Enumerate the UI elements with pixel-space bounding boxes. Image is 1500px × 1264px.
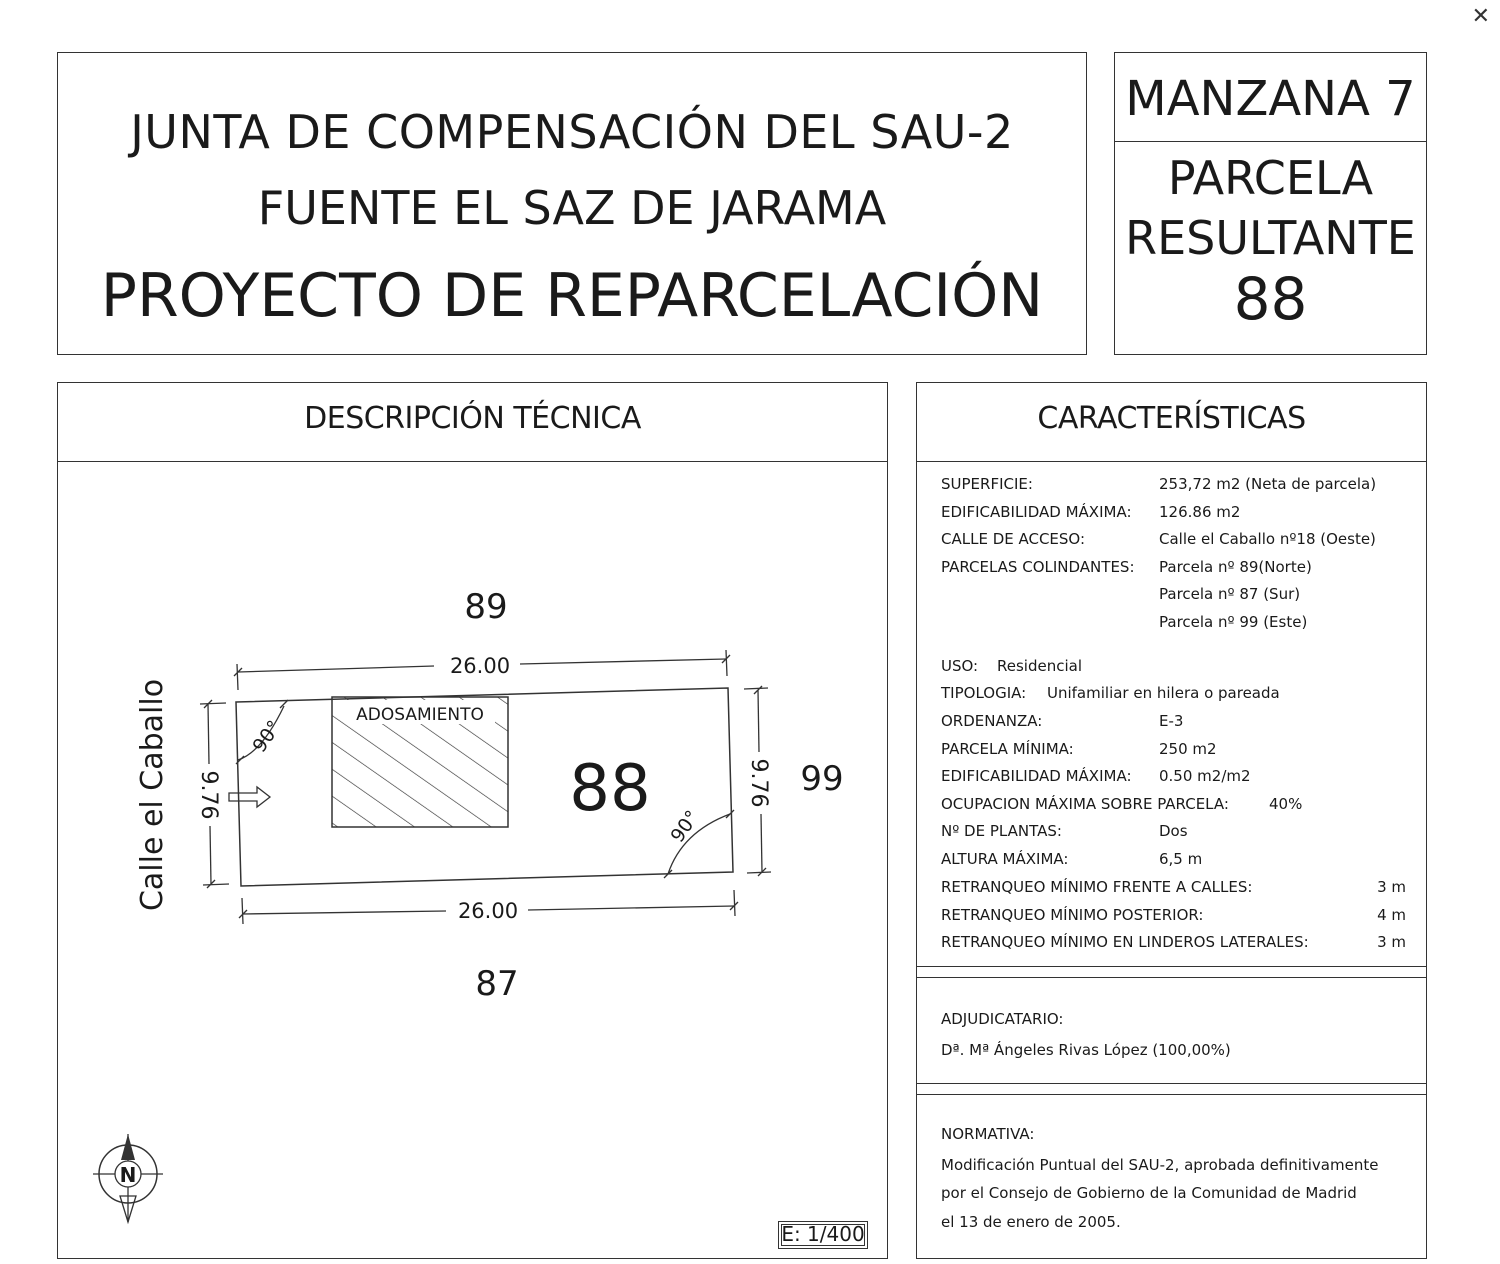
adjudicatario-label: ADJUDICATARIO:: [941, 1010, 1064, 1028]
caracteristicas-title: CARACTERÍSTICAS: [1037, 401, 1306, 436]
characteristic-label: ALTURA MÁXIMA:: [941, 850, 1069, 868]
adjudicatario-value: Dª. Mª Ángeles Rivas López (100,00%): [941, 1041, 1231, 1059]
resultante-label: RESULTANTE: [1125, 211, 1416, 265]
characteristic-value: 40%: [1269, 794, 1303, 813]
descripcion-title: DESCRIPCIÓN TÉCNICA: [304, 401, 641, 436]
characteristic-value: 6,5 m: [1159, 850, 1203, 868]
characteristic-value: 3 m: [1377, 933, 1406, 952]
uso-value: Residencial: [997, 657, 1082, 675]
close-icon[interactable]: ✕: [1471, 4, 1490, 29]
adjudicatario-divider: [917, 966, 1426, 978]
parcel-box: [1114, 52, 1427, 355]
characteristic-label: ORDENANZA:: [941, 712, 1043, 730]
normativa-line-1: Modificación Puntual del SAU-2, aprobada definitivamente: [941, 1156, 1379, 1174]
characteristic-label: SUPERFICIE:: [941, 475, 1033, 493]
adosamiento-label: ADOSAMIENTO: [356, 705, 484, 725]
characteristic-value: Parcela nº 87 (Sur): [1159, 585, 1301, 604]
uso-label: USO:: [941, 657, 979, 675]
characteristic-label: RETRANQUEO MÍNIMO POSTERIOR:: [941, 905, 1204, 924]
characteristic-value: 250 m2: [1159, 739, 1217, 758]
characteristic-label: CALLE DE ACCESO:: [941, 530, 1086, 549]
characteristic-value: E-3: [1159, 712, 1184, 730]
normativa-label: NORMATIVA:: [941, 1125, 1035, 1143]
manzana-label: MANZANA 7: [1125, 71, 1416, 127]
parcel-box-divider: [1115, 141, 1426, 142]
characteristic-value: 0.50 m2/m2: [1159, 767, 1251, 786]
normativa-line-2: por el Consejo de Gobierno de la Comunidad de Madrid: [941, 1184, 1357, 1202]
caracteristicas-panel: [916, 382, 1427, 1259]
bottom-dimension-label: 26.00: [457, 899, 519, 923]
characteristic-value: 3 m: [1377, 878, 1406, 896]
north-letter: N: [119, 1163, 137, 1187]
normativa-line-3: el 13 de enero de 2005.: [941, 1213, 1121, 1231]
characteristic-label: EDIFICABILIDAD MÁXIMA:: [941, 502, 1132, 521]
east-neighbor-label: 99: [800, 759, 844, 799]
parcela-label: PARCELA: [1167, 151, 1374, 205]
characteristic-label: OCUPACION MÁXIMA SOBRE PARCELA:: [941, 794, 1229, 813]
characteristic-value: 253,72 m2 (Neta de parcela): [1159, 475, 1377, 493]
normativa-divider: [917, 1083, 1426, 1095]
scale-label: E: 1/400: [778, 1221, 868, 1249]
characteristic-label: EDIFICABILIDAD MÁXIMA:: [941, 767, 1132, 786]
caracteristicas-divider: [917, 461, 1426, 462]
right-dimension-label: 9.76: [746, 758, 771, 808]
characteristic-value: Dos: [1159, 822, 1188, 841]
characteristic-value: 4 m: [1377, 905, 1406, 924]
characteristic-value: 126.86 m2: [1159, 502, 1241, 521]
header-line-2: FUENTE EL SAZ DE JARAMA: [257, 181, 887, 235]
plan-parcel-number: 88: [569, 752, 651, 826]
header-line-3: PROYECTO DE REPARCELACIÓN: [100, 261, 1044, 331]
characteristic-label: PARCELA MÍNIMA:: [941, 739, 1074, 758]
header-line-1: JUNTA DE COMPENSACIÓN DEL SAU-2: [130, 105, 1014, 159]
characteristic-label: RETRANQUEO MÍNIMO FRENTE A CALLES:: [941, 878, 1253, 896]
characteristic-label: Nº DE PLANTAS:: [941, 822, 1062, 841]
angle-label-top-left: 90°: [248, 716, 286, 757]
north-neighbor-label: 89: [464, 587, 508, 627]
characteristic-value: Calle el Caballo nº18 (Oeste): [1159, 530, 1376, 549]
south-neighbor-label: 87: [475, 964, 519, 1004]
characteristic-label: RETRANQUEO MÍNIMO EN LINDEROS LATERALES:: [941, 933, 1309, 952]
angle-tick-4: [726, 810, 734, 818]
access-arrow-icon: [229, 787, 270, 807]
characteristic-value: Parcela nº 89(Norte): [1159, 557, 1312, 576]
street-label: Calle el Caballo: [135, 678, 170, 912]
tipologia-value: Unifamiliar en hilera o pareada: [1047, 684, 1280, 702]
characteristic-label: PARCELAS COLINDANTES:: [941, 557, 1135, 576]
parcel-number: 88: [1233, 265, 1308, 333]
tipologia-label: TIPOLOGIA:: [941, 684, 1027, 702]
characteristic-value: Parcela nº 99 (Este): [1159, 613, 1308, 631]
left-dimension-label: 9.76: [196, 770, 221, 820]
top-dimension-label: 26.00: [449, 654, 511, 678]
angle-label-bottom-right: 90°: [666, 806, 704, 847]
